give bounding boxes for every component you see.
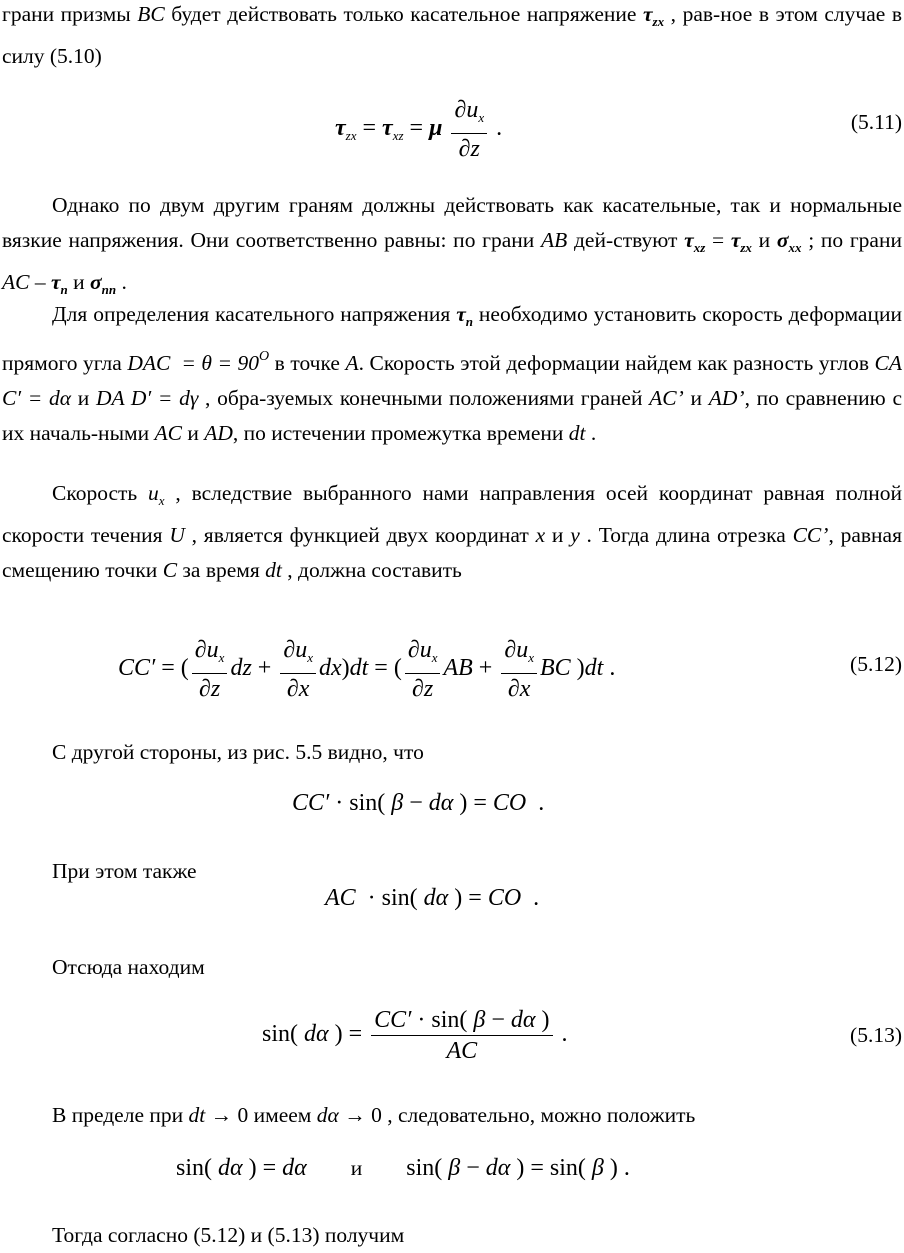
text-run: , по истечении промежутка времени	[232, 421, 569, 445]
text-run: и	[181, 421, 205, 445]
equation-number: (5.11)	[850, 110, 902, 134]
paragraph: Однако по двум другим граням должны действовать как касательные, так и нормальные вязкие напряжения. Они соответственно равны: по грани AB дей-ствуют $\tau_{xz} = \tau_{zx}$ и $\sigma_{xx}$ ; по грани AC – $\tau_n$ и $\sigma_{nn}$ .	[2, 193, 902, 297]
angle-cac: CA C′ = dα	[2, 351, 902, 410]
angle-dad: DA D′ = dγ	[95, 386, 199, 410]
var-a: A	[345, 351, 359, 375]
paragraph	[2, 1218, 902, 1253]
sigma-xx: $\sigma_{xx}$	[776, 228, 802, 255]
text-run: и	[751, 228, 777, 252]
tau-n: $\tau_n$	[50, 270, 68, 297]
equation-cc-sin: CC′ · sin( β − dα ) = CO .	[292, 790, 545, 816]
text-run: Скорость	[52, 481, 149, 505]
equation-ac-sin: AC · sin( dα ) = CO .	[325, 885, 540, 911]
text-run: Тогда согласно (5.12) и (5.13) получим	[52, 1223, 405, 1247]
text-run: Однако по двум другим граням должны действовать как касательные, так и нормальные вязкие напряжения. Они соответственно равны: по грани	[2, 193, 902, 252]
var-ac: AC	[2, 270, 30, 294]
text-run: , равная смещению точки	[2, 523, 902, 582]
text-run: , вследствие выбранного нами направления осей координат равная полной скорости течения	[2, 481, 902, 547]
text-run: и	[545, 523, 571, 547]
var-ab: AB	[541, 228, 568, 252]
text-run: Отсюда находим	[52, 955, 205, 979]
var-ac: AC	[154, 421, 182, 445]
text-run: С другой стороны, из рис. 5.5 видно, что	[52, 740, 424, 764]
text-run: и	[71, 386, 96, 410]
var-ux: $u_x$	[148, 481, 165, 508]
text-run: дей-ствуют	[567, 228, 685, 252]
text-run: , является функцией двух координат	[184, 523, 536, 547]
paragraph	[2, 0, 902, 74]
var-bc: BC	[137, 2, 165, 26]
text-run: и	[67, 270, 91, 294]
equation-5-12: CC′ = ( $\frac{\partial u_x}{\partial z}$ dz + $\frac{\partial u_x}{\partial x}$ dx)dt = ( $\frac{\partial u_x}{\partial z}$ AB + $\frac{\partial u_x}{\partial x}$ BC )dt . (5.12)	[118, 637, 902, 702]
var-dt: dt	[265, 558, 282, 582]
var-ad-prime: AD’	[708, 386, 745, 410]
text-run: В пределе при	[52, 1103, 189, 1127]
tau-n: $\tau_n$	[456, 302, 473, 329]
equation-5-13: sin( dα ) = $\frac{CC' \cdot \sin( \beta - d\alpha )}{AC}$ . (5.13)	[262, 1007, 902, 1064]
paragraph	[2, 854, 902, 889]
paragraph	[2, 476, 902, 588]
text-run: , следовательно, можно положить	[381, 1103, 696, 1127]
text-run: и	[683, 386, 709, 410]
paragraph	[2, 735, 902, 770]
text-run: , обра-зуемых конечными положениями граней	[198, 386, 650, 410]
text-run: в точке	[269, 351, 346, 375]
conjunction: и	[350, 1156, 363, 1180]
text-run: При этом также	[52, 859, 197, 883]
var-u: U	[169, 523, 185, 547]
angle-dac: DAC = $\theta = 90^O$	[127, 349, 270, 375]
text-run: будет действовать только касательное напряжение	[164, 2, 643, 26]
text-run: , рав-ное в этом случае в силу (5.10)	[2, 2, 903, 68]
text-run: , по сравнению с их началь-ными	[2, 386, 902, 445]
var-ac-prime: AC’	[649, 386, 684, 410]
tau-xz: $\tau_{xz}$	[684, 228, 706, 255]
equation-number: (5.13)	[850, 1023, 902, 1047]
paragraph	[2, 950, 902, 985]
text-run: –	[29, 270, 51, 294]
var-y: y	[570, 523, 580, 547]
text-run: ; по грани	[801, 228, 902, 252]
equation-5-11: $\tau_{zx} = \tau_{xz} = \mu$ $\frac{\partial u_x}{\partial z}$ . (5.11)	[335, 97, 902, 162]
text-run: грани призмы	[2, 2, 138, 26]
tau-zx: $\tau_{zx}$	[730, 228, 752, 255]
var-x: x	[535, 523, 546, 547]
text-run: . Тогда длина отрезка	[579, 523, 793, 547]
paragraph: В пределе при dt → 0 имеем dα → 0 , следовательно, можно положить	[52, 1103, 696, 1127]
text-run: необходимо установить скорость деформации прямого угла	[2, 302, 902, 375]
text-run: , должна составить	[281, 558, 462, 582]
text-run: Для определения касательного напряжения	[52, 302, 457, 326]
var-cc-prime: CC’	[792, 523, 829, 547]
equation-number: (5.12)	[850, 652, 902, 676]
sigma-nn: $\sigma_{nn}$	[90, 270, 117, 297]
equation-small-angle: sin( dα ) = dα и sin( β − dα ) = sin( β ) .	[176, 1155, 630, 1181]
dt-to-zero: dt	[188, 1103, 206, 1127]
tau-zx: $\tau_{zx}$	[643, 2, 665, 29]
text-run: . Скорость этой деформации найдем как разность углов	[358, 351, 875, 375]
var-dt: dt	[568, 421, 586, 445]
paragraph: Для определения касательного напряжения $\tau_n$ необходимо установить скорость деформации прямого угла DAC = $\theta = 90^O$ в точке A. Скорость этой деформации найдем как разность углов CA C′ = dα и DA D′ = dγ , обра-зуемых конечными положениями граней AC’ и AD’, по сравнению с их началь-ными AC и AD, по истечении промежутка времени dt .	[2, 302, 902, 445]
text-run: имеем	[253, 1103, 317, 1127]
var-ad: AD	[204, 421, 233, 445]
text-run: за время	[177, 558, 266, 582]
var-c: C	[162, 558, 178, 582]
dalpha-to-zero: dα	[316, 1103, 339, 1127]
